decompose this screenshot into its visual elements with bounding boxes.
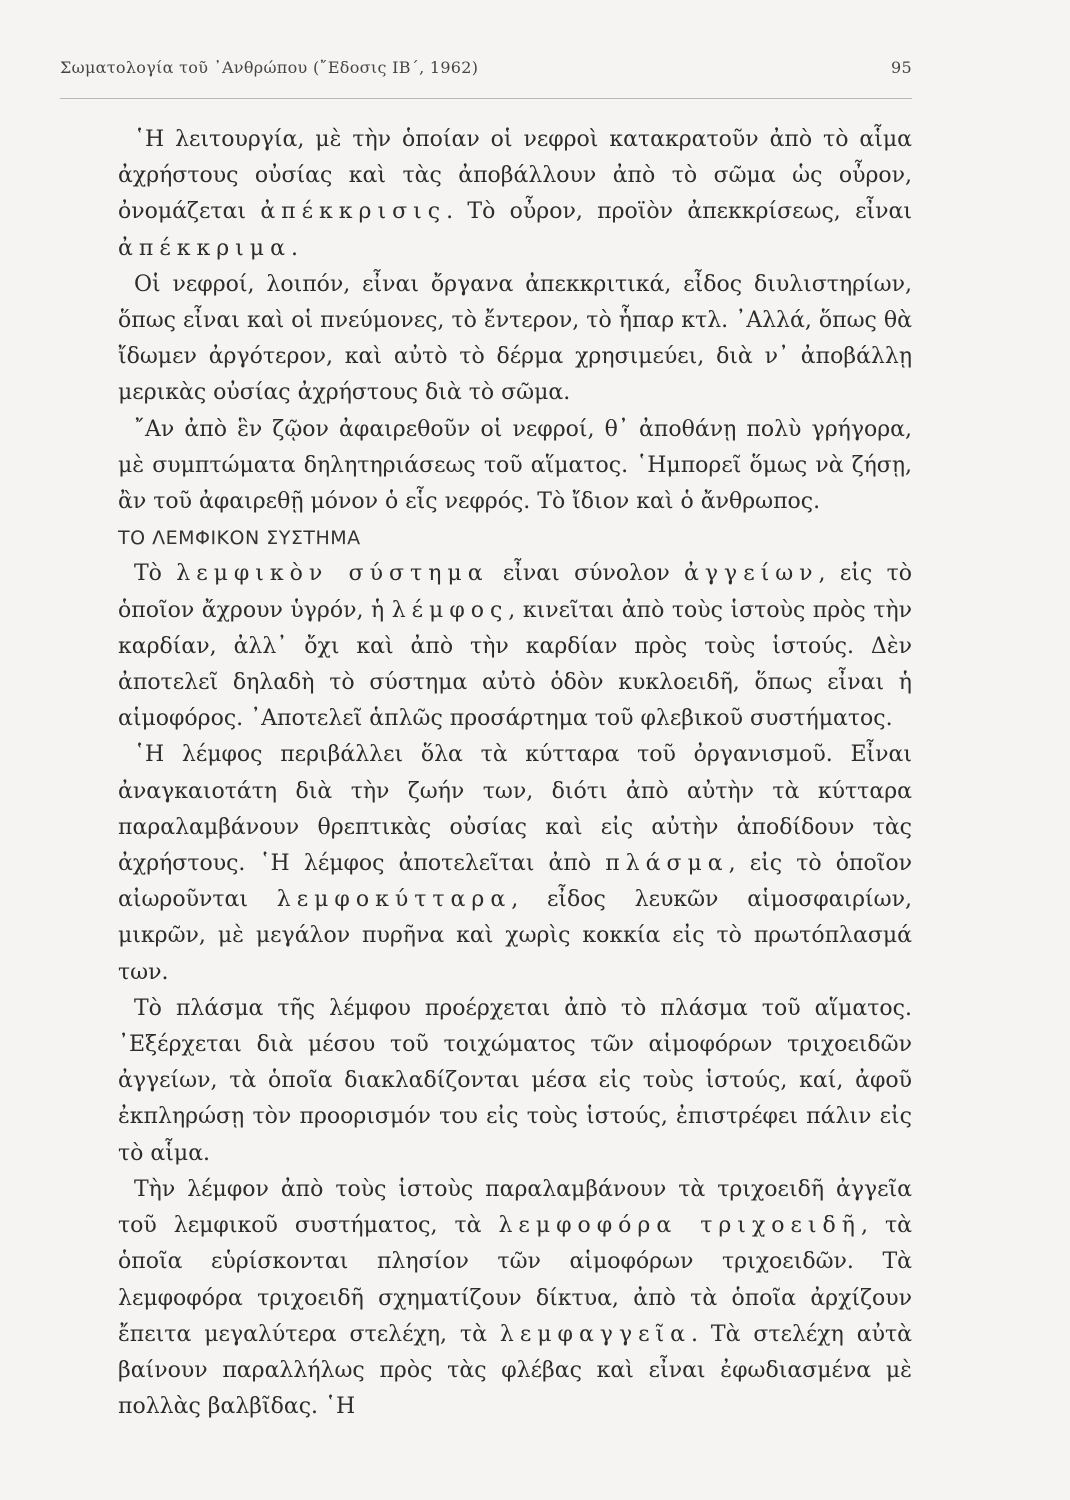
running-title: Σωματολογία τοῦ ᾿Ανθρώπου (῎Εδοσις ΙΒ΄, 1962) <box>60 58 479 77</box>
term-angeion: ἀγγείων <box>684 561 819 587</box>
paragraph-removal: ῎Αν ἀπὸ ἓν ζῷον ἀφαιρεθοῦν οἱ νεφροί, θ᾿ ἀποθάνῃ πολὺ γρήγορα, μὲ συμπτώματα δηλητηριάσεως τοῦ αἵματος. ῾Ημπορεῖ ὅμως νὰ ζήσῃ, ἂν τοῦ ἀφαιρεθῇ μόνον ὁ εἷς νεφρός. Τὸ ἴδιον καὶ ὁ ἄνθρωπος. <box>118 416 912 515</box>
paragraph-lymph-cells: ῾Η λέμφος περιβάλλει ὅλα τὰ κύτταρα τοῦ ὀργανισμοῦ. Εἶναι ἀναγκαιοτάτη διὰ τὴν ζωήν των, διότι ἀπὸ αὐτὴν τὰ κύτταρα παραλαμβάνουν θρεπτικὰς οὐσίας καὶ εἰς αὐτὴν ἀποδίδουν τὰς ἀχρήστους. ῾Η λέμφος ἀποτελεῖται ἀπὸ πλάσμα, εἰς τὸ ὁποῖον αἰωροῦνται λεμφοκύτταρα, εἶδος λευκῶν αἱμοσφαιρίων, μικρῶν, μὲ μεγάλον πυρῆνα καὶ χωρὶς κοκκία εἰς τὸ πρωτόπλασμά των. <box>118 742 912 985</box>
page-number: 95 <box>891 58 912 77</box>
header-rule <box>60 98 912 99</box>
term-lemfikon-systema: λεμφικὸν σύστημα <box>176 561 489 587</box>
term-lemfofora-trichoeidi: λεμφοφόρα τριχοειδῆ <box>498 1213 861 1239</box>
paragraph-lymph-vessels: Τὴν λέμφον ἀπὸ τοὺς ἱστοὺς παραλαμβάνουν τὰ τριχοειδῆ ἀγγεῖα τοῦ λεμφικοῦ συστήματος, τὰ λεμφοφόρα τριχοειδῆ, τὰ ὁποῖα εὑρίσκονται πλησίον τῶν αἱμοφόρων τριχοειδῶν. Τὰ λεμφοφόρα τριχοειδῆ σχηματίζουν δίκτυα, ἀπὸ τὰ ὁποῖα ἀρχίζουν ἔπειτα μεγαλύτερα στελέχη, τὰ λεμφαγγεῖα. Τὰ στελέχη αὐτὰ βαίνουν παραλλήλως πρὸς τὰς φλέβας καὶ εἶναι ἐφωδιασμένα μὲ πολλὰς βαλβῖδας. ῾Η <box>118 1176 913 1420</box>
term-lemfos: λέμφος <box>391 597 509 623</box>
paragraph-excretion: ῾Η λειτουργία, μὲ τὴν ὁποίαν οἱ νεφροὶ κατακρατοῦν ἀπὸ τὸ αἷμα ἀχρήστους οὐσίας καὶ τὰς ἀποβάλλουν ἀπὸ τὸ σῶμα ὡς οὖρον, ὀνομάζεται ἀπέκκρισις. Τὸ οὖρον, προϊὸν ἀπεκκρίσεως, εἶναι ἀπέκκριμα. <box>118 127 912 261</box>
term-plasma: πλάσμα <box>605 851 729 877</box>
section-heading: ΤΟ ΛΕΜΦΙΚΟΝ ΣΥΣΤΗΜΑ <box>118 527 361 550</box>
term-lemfangeia: λεμφαγγεῖα <box>499 1321 691 1347</box>
term-apekkrima: ἀπέκκριμα <box>118 235 291 261</box>
term-lemfokyttara: λεμφοκύτταρα <box>276 887 512 913</box>
paragraph-kidneys: Οἱ νεφροί, λοιπόν, εἶναι ὄργανα ἀπεκκριτικά, εἶδος διυλιστηρίων, ὅπως εἶναι καὶ οἱ πνεύμονες, τὸ ἔντερον, τὸ ἧπαρ κτλ. ᾿Αλλά, ὅπως θὰ ἴδωμεν ἀργότερον, καὶ αὐτὸ τὸ δέρμα χρησιμεύει, διὰ ν᾿ ἀποβάλλῃ μερικὰς οὐσίας ἀχρήστους διὰ τὸ σῶμα. <box>118 271 912 406</box>
term-apekkrisis: ἀπέκκρισις <box>260 199 447 225</box>
running-header <box>60 58 912 77</box>
body-text <box>118 122 912 1425</box>
paragraph-lymph-plasma: Τὸ πλάσμα τῆς λέμφου προέρχεται ἀπὸ τὸ πλάσμα τοῦ αἵματος. ᾿Εξέρχεται διὰ μέσου τοῦ τοιχώματος τῶν αἱμοφόρων τριχοειδῶν ἀγγείων, τὰ ὁποῖα διακλαδίζονται μέσα εἰς τοὺς ἱστούς, καί, ἀφοῦ ἐκπληρώσῃ τὸν προορισμόν του εἰς τοὺς ἱστούς, ἐπιστρέφει πάλιν εἰς τὸ αἷμα. <box>118 995 912 1166</box>
paragraph-lymph-system: Τὸ λεμφικὸν σύστημα εἶναι σύνολον ἀγγείων, εἰς τὸ ὁποῖον ἄχρουν ὑγρόν, ἡ λέμφος, κινεῖται ἀπὸ τοὺς ἱστοὺς πρὸς τὴν καρδίαν, ἀλλ᾿ ὄχι καὶ ἀπὸ τὴν καρδίαν πρὸς τοὺς ἱστούς. Δὲν ἀποτελεῖ δηλαδὴ τὸ σύστημα αὐτὸ ὁδὸν κυκλοειδῆ, ὅπως εἶναι ἡ αἱμοφόρος. ᾿Αποτελεῖ ἁπλῶς προσάρτημα τοῦ φλεβικοῦ συστήματος. <box>118 561 913 732</box>
